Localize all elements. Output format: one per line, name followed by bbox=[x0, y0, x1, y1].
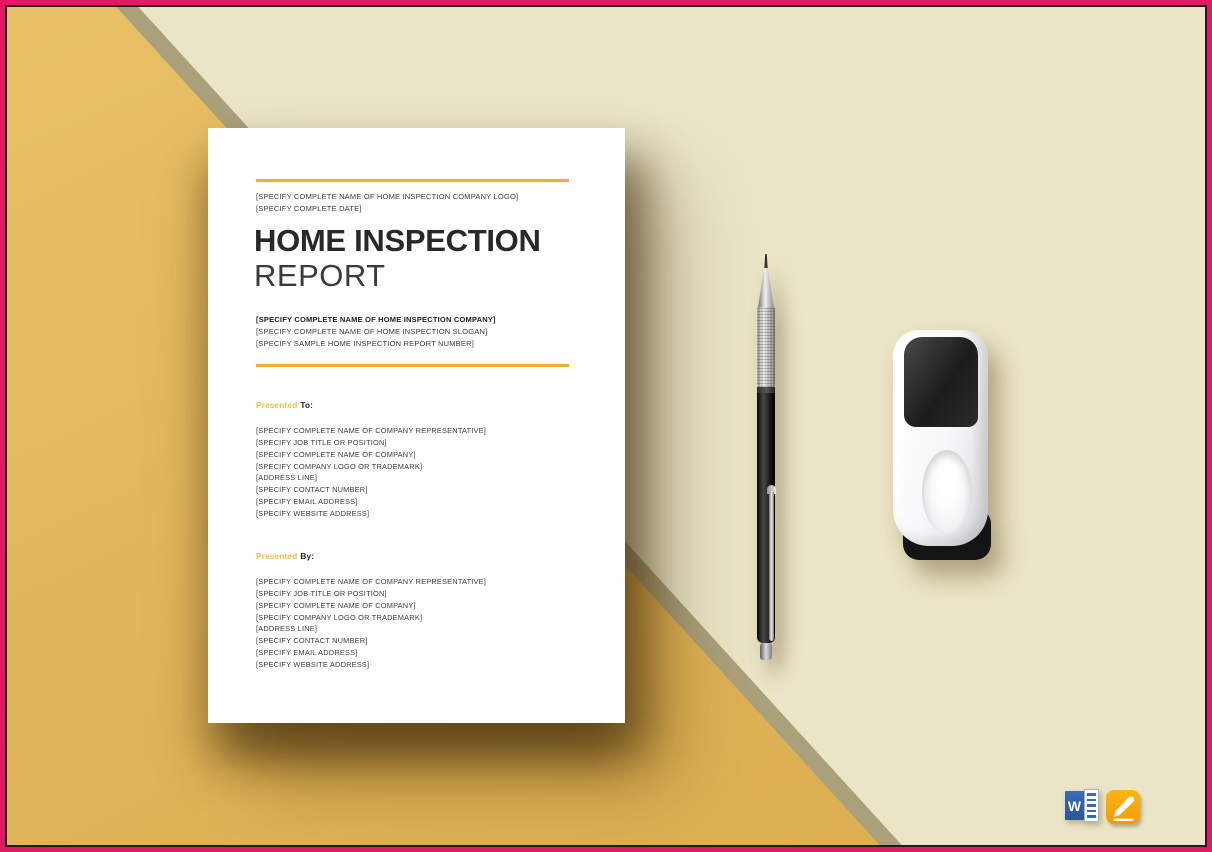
document-subheader bbox=[256, 314, 496, 349]
presented-by-list bbox=[256, 576, 486, 671]
placeholder-line: [SPECIFY COMPANY LOGO OR TRADEMARK] bbox=[256, 612, 423, 622]
mechanical-pencil bbox=[743, 254, 789, 660]
presented-to-rest: To: bbox=[300, 401, 314, 410]
company-name-placeholder: [SPECIFY COMPLETE NAME OF HOME INSPECTION COMPANY] bbox=[256, 315, 496, 324]
pencil-tip-cone bbox=[758, 268, 774, 308]
placeholder-line: [ADDRESS LINE] bbox=[256, 624, 318, 634]
placeholder-line: [SPECIFY COMPANY LOGO OR TRADEMARK] bbox=[256, 461, 423, 471]
word-file-icon[interactable] bbox=[1065, 789, 1099, 822]
presented-to-highlight: Presented bbox=[256, 401, 298, 410]
pencil-knurled-grip bbox=[757, 307, 775, 387]
placeholder-line: [SPECIFY WEBSITE ADDRESS] bbox=[256, 508, 370, 518]
date-placeholder: [SPECIFY COMPLETE DATE] bbox=[256, 204, 362, 213]
self-inking-stamp bbox=[893, 330, 993, 562]
document-header bbox=[256, 191, 518, 215]
placeholder-line: [SPECIFY WEBSITE ADDRESS] bbox=[256, 659, 370, 669]
placeholder-line: [SPECIFY CONTACT NUMBER] bbox=[256, 636, 368, 646]
presented-by-highlight: Presented bbox=[256, 552, 298, 561]
placeholder-line: [SPECIFY JOB TITLE OR POSITION] bbox=[256, 588, 387, 598]
pages-file-icon[interactable] bbox=[1106, 790, 1140, 824]
pencil-clip bbox=[769, 491, 774, 641]
stamp-thumb-groove bbox=[922, 450, 972, 534]
company-logo-placeholder: [SPECIFY COMPLETE NAME OF HOME INSPECTION COMPANY LOGO] bbox=[256, 192, 519, 201]
pages-pen-glyph bbox=[1106, 790, 1140, 824]
home-inspection-report-document bbox=[208, 128, 625, 723]
presented-to-heading bbox=[256, 401, 313, 410]
top-accent-rule bbox=[256, 179, 569, 182]
placeholder-line: [ADDRESS LINE] bbox=[256, 473, 318, 483]
placeholder-line: [SPECIFY COMPLETE NAME OF COMPANY] bbox=[256, 600, 416, 610]
placeholder-line: [SPECIFY CONTACT NUMBER] bbox=[256, 485, 368, 495]
report-number-placeholder: [SPECIFY SAMPLE HOME INSPECTION REPORT NUMBER] bbox=[256, 338, 474, 348]
document-title bbox=[254, 223, 541, 293]
stamp-top-flap bbox=[904, 337, 978, 427]
slogan-placeholder: [SPECIFY COMPLETE NAME OF HOME INSPECTION SLOGAN] bbox=[256, 326, 488, 336]
presented-to-list bbox=[256, 425, 486, 520]
pencil-end-cap bbox=[760, 643, 772, 660]
placeholder-line: [SPECIFY EMAIL ADDRESS] bbox=[256, 648, 358, 658]
placeholder-line: [SPECIFY COMPLETE NAME OF COMPANY REPRESENTATIVE] bbox=[256, 426, 487, 435]
placeholder-line: [SPECIFY COMPLETE NAME OF COMPANY] bbox=[256, 449, 416, 459]
presented-by-heading bbox=[256, 552, 314, 561]
placeholder-line: [SPECIFY COMPLETE NAME OF COMPANY REPRESENTATIVE] bbox=[256, 577, 487, 586]
middle-accent-rule bbox=[256, 364, 569, 367]
word-letter: W bbox=[1067, 797, 1082, 814]
file-format-icons bbox=[1065, 789, 1140, 824]
placeholder-line: [SPECIFY JOB TITLE OR POSITION] bbox=[256, 437, 387, 447]
presented-by-rest: By: bbox=[300, 552, 315, 561]
placeholder-line: [SPECIFY EMAIL ADDRESS] bbox=[256, 497, 358, 507]
title-line-1: HOME INSPECTION bbox=[254, 223, 541, 258]
word-letter-panel bbox=[1065, 791, 1084, 820]
title-line-2: REPORT bbox=[254, 258, 386, 293]
word-doc-lines bbox=[1084, 789, 1099, 822]
